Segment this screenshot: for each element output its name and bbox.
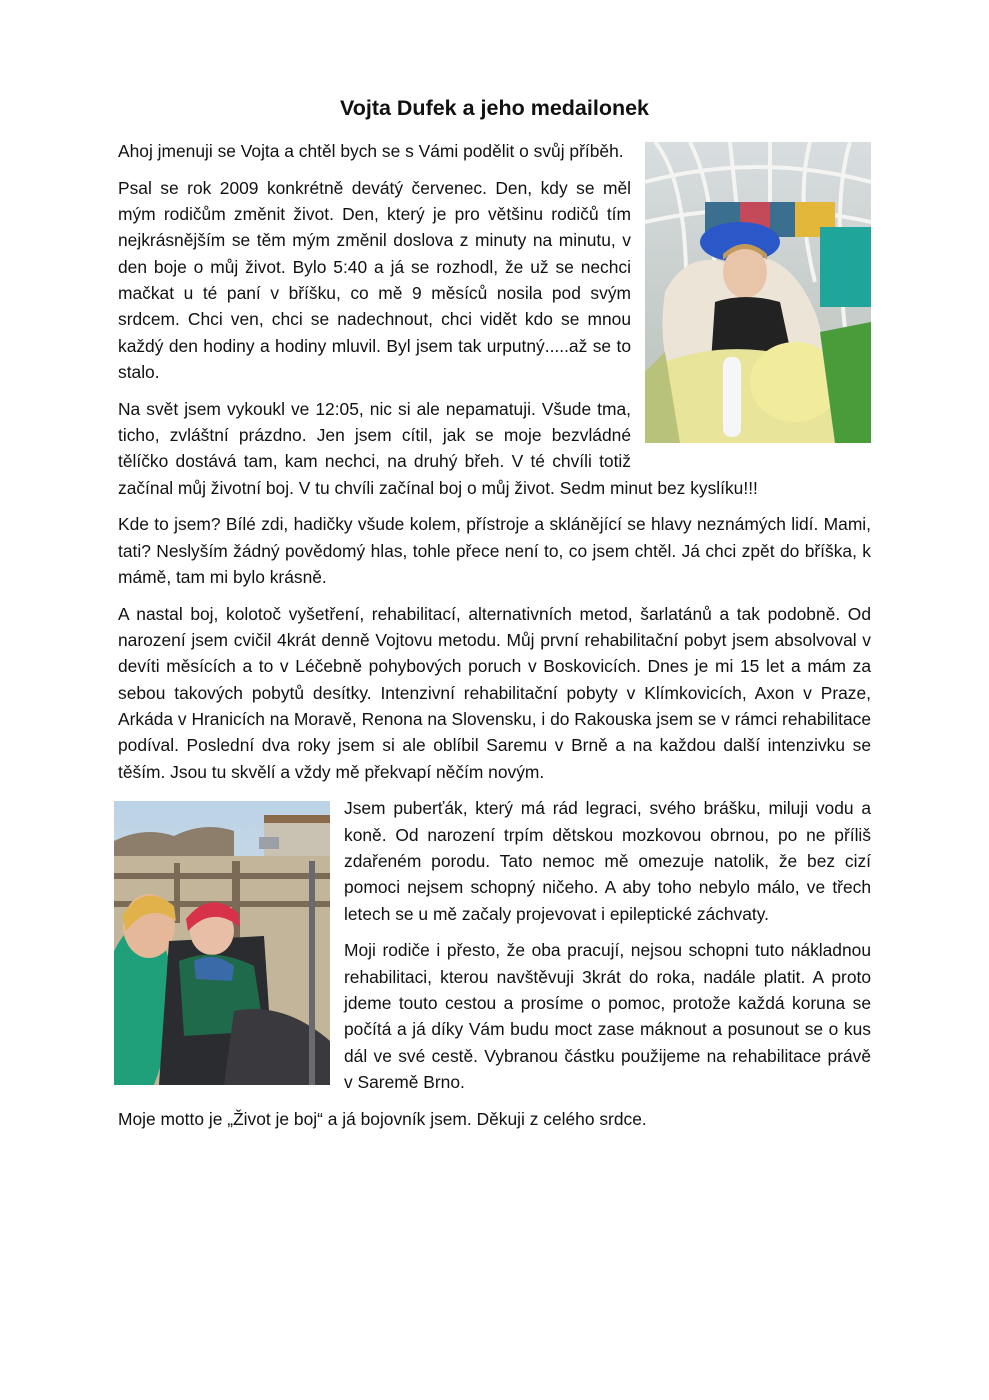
paragraph-3: Na svět jsem vykoukl ve 12:05, nic si ale nepamatuji. Všude tma, ticho, zvláštní prázdno. Jen jsem cítil, jak se moje bezvládné tělíčko dostává tam, kam nechci, na druhý břeh. V té chvíli totiž začínal můj životní boj. V tu chvíli začínal boj o můj život. Sedm minut bez kyslíku!!! (118, 398, 758, 498)
paragraph-4: Kde to jsem? Bílé zdi, hadičky všude kolem, přístroje a sklánějící se hlavy neznámých lidí. Mami, tati? Neslyším žádný povědomý hlas, tohle přece není to, co jsem chtěl. Já chci zpět do bříška, k mámě, tam mi bylo krásně. (118, 514, 871, 587)
document-title: Vojta Dufek a jeho medailonek (339, 96, 650, 120)
photo-boy-svg (645, 142, 871, 443)
photo-mother-son-svg (114, 801, 330, 1085)
photo-mother-and-son-outdoors-icon (114, 801, 330, 1085)
paragraph-2: Psal se rok 2009 konkrétně devátý červenec. Den, kdy se měl mým rodičům změnit život. Den, který je pro většinu rodičů tím nejkrásnějším se těm mým změnil doslova z minuty na minutu, v den boje o můj život. Bylo 5:40 a já se rozhodl, že už se nechci mačkat u té paní v bříšku, co mě 9 měsíců nosila pod svým srdcem. Chci ven, chci se nadechnout, chci vidět kdo se mnou každý den hodiny a hodiny mluvil. Byl jsem tak urputný.....až se to stalo. (118, 177, 631, 382)
paragraph-1: Ahoj jmenuji se Vojta a chtěl bych se s Vámi podělit o svůj příběh. (118, 141, 624, 161)
paragraph-7: Moji rodiče i přesto, že oba pracují, nejsou schopni tuto nákladnou rehabilitaci, kterou navštěvuji 3krát do roka, nadále platit. A proto jdeme touto cestou a prosíme o pomoc, protože každá koruna se počítá a já díky Vám budu moct zase máknout a posunout se o kus dál ve své cestě. Vybranou částku použijeme na rehabilitace právě v Saremě Brno. (344, 940, 871, 1092)
photo-boy-in-hanging-chair-icon (645, 142, 871, 443)
paragraph-6: Jsem puberťák, který má rád legraci, svého brášku, miluji vodu a koně. Od narození trpím dětskou mozkovou obrnou, po ne příliš zdařeném porodu. Tato nemoc mě omezuje natolik, že bez cizí pomoci nejsem schopný ničeho. A aby toho nebylo málo, ve třech letech se u mě začaly projevovat i epileptické záchvaty. (344, 798, 871, 924)
document-body (118, 138, 871, 1142)
paragraph-8: Moje motto je „Život je boj“ a já bojovník jsem. Děkuji z celého srdce. (118, 1108, 647, 1129)
paragraph-5: A nastal boj, kolotoč vyšetření, rehabilitací, alternativních metod, šarlatánů a tak podobně. Od narození jsem cvičil 4krát denně Vojtovu metodu. Můj první rehabilitační pobyt jsem absolvoval v devíti měsících a to v Léčebně pohybových poruch v Boskovicích. Dnes je mi 15 let a mám za sebou takových pobytů desítky. Intenzivní rehabilitační pobyty v Klímkovicích, Axon v Praze, Arkáda v Hranicích na Moravě, Renona na Slovensku, i do Rakouska jsem se v rámci rehabilitace podíval. Poslední dva roky jsem si ale oblíbil Saremu v Brně a na každou další intenzivku se těším. Jsou tu skvělí a vždy mě překvapí něčím novým. (118, 603, 871, 782)
